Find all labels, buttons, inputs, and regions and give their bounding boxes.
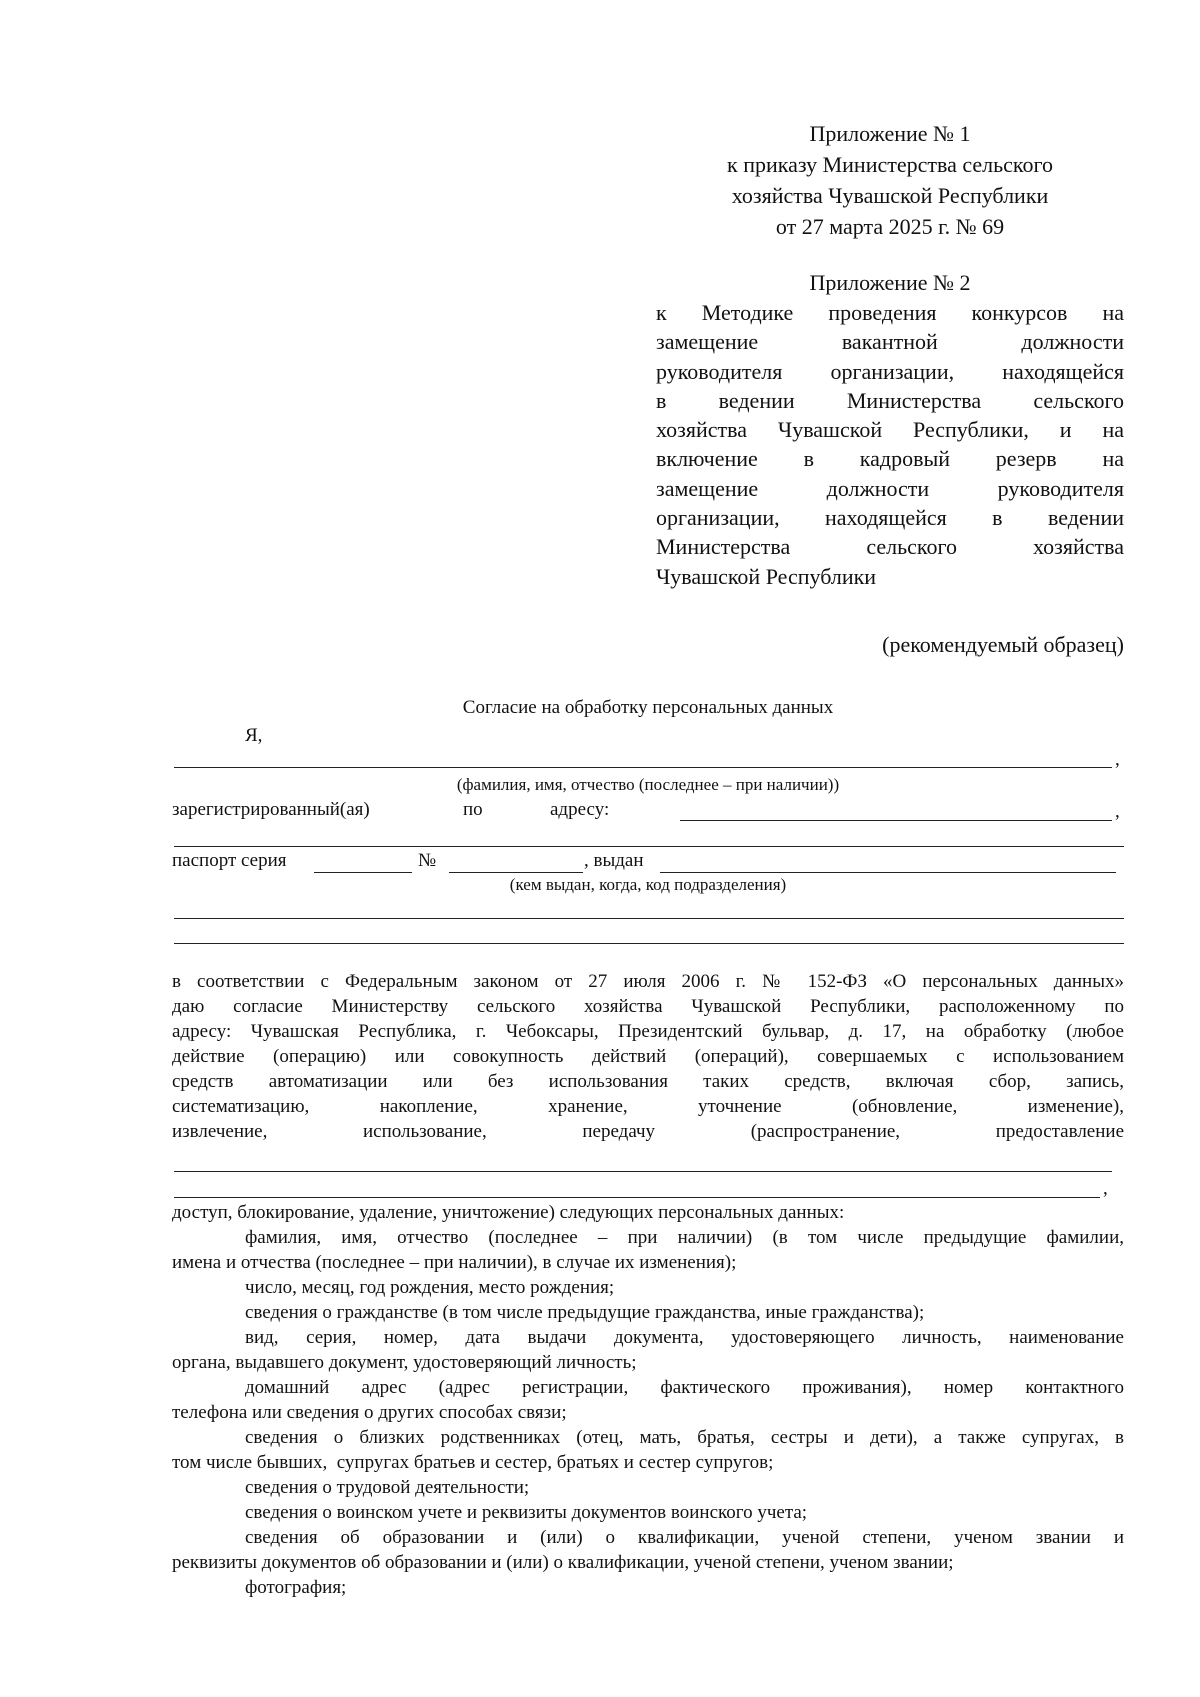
list-item: сведения о гражданстве (в том числе предыдущие гражданства, иные гражданства);	[245, 1302, 925, 1323]
appendix-2-line: к Методике проведения конкурсов на	[656, 300, 1124, 325]
appendix-2-line: Министерства сельского хозяйства	[656, 534, 1124, 560]
appendix-1-line: хозяйства Чувашской Республики	[731, 183, 1049, 208]
address-blank-line[interactable]	[680, 820, 1112, 821]
passport-number-sign: №	[418, 850, 437, 871]
list-item: вид, серия, номер, дата выдачи документа, удостоверяющего личность, наименование	[245, 1327, 1124, 1348]
appendix-2-line-last: Чувашской Республики	[656, 563, 877, 589]
body-line: извлечение, использование, передачу (распространение, предоставление	[172, 1121, 1124, 1142]
body-line: адресу: Чувашская Республика, г. Чебоксары, Президентский бульвар, д. 17, на обработку (любое	[172, 1021, 1124, 1042]
list-item: число, месяц, год рождения, место рождения;	[245, 1277, 615, 1298]
list-item-cont: органа, выдавшего документ, удостоверяющий личность;	[172, 1352, 637, 1373]
list-item: фамилия, имя, отчество (последнее – при наличии) (в том числе предыдущие фамилии,	[245, 1227, 1124, 1248]
passport-series-label: паспорт серия	[172, 850, 287, 871]
registered-label: зарегистрированный(ая)	[172, 799, 370, 820]
passport-series-blank[interactable]	[314, 872, 412, 873]
body-line: в соответствии с Федеральным законом от 27 июля 2006 г. № 152-ФЗ «О персональных данных»	[172, 971, 1124, 992]
i-label: Я,	[245, 725, 263, 746]
comma: ,	[1115, 801, 1120, 822]
form-title: Согласие на обработку персональных данных	[462, 697, 834, 718]
list-item-cont: телефона или сведения о других способах связи;	[172, 1402, 567, 1423]
list-item: сведения о трудовой деятельности;	[245, 1477, 530, 1498]
list-item: сведения о воинском учете и реквизиты документов воинского учета;	[245, 1502, 808, 1523]
issued-blank-line-2[interactable]	[174, 943, 1124, 944]
list-item-cont: имена и отчества (последнее – при наличии), в случае их изменения);	[172, 1252, 737, 1273]
appendix-2-line: замещение должности руководителя	[656, 475, 1124, 501]
list-item: домашний адрес (адрес регистрации, фактического проживания), номер контактного	[245, 1377, 1124, 1398]
passport-issued-label: , выдан	[584, 850, 644, 871]
registered-address-label: адресу:	[550, 799, 610, 820]
list-item-cont: том числе бывших, супругах братьев и сестер, братьях и сестер супругов;	[172, 1452, 774, 1473]
appendix-2-line: организации, находящейся в ведении	[656, 505, 1124, 531]
purpose-blank-line-2[interactable]	[174, 1197, 1100, 1198]
appendix-2-line: замещение вакантной должности	[656, 329, 1124, 355]
body-line: средств автоматизации или без использования таких средств, включая сбор, запись,	[172, 1071, 1124, 1092]
issued-hint: (кем выдан, когда, код подразделения)	[509, 875, 787, 894]
appendix-2-title: Приложение № 2	[809, 270, 971, 295]
body-line: действие (операцию) или совокупность действий (операций), совершаемых с использованием	[172, 1046, 1124, 1067]
body-line: доступ, блокирование, удаление, уничтожение) следующих персональных данных:	[172, 1202, 845, 1223]
appendix-1-block	[650, 118, 1130, 242]
passport-issued-blank[interactable]	[660, 872, 1116, 873]
address-blank-line-2[interactable]	[174, 846, 1124, 847]
comma: ,	[1103, 1178, 1108, 1199]
appendix-2-line: руководителя организации, находящейся	[656, 358, 1124, 384]
appendix-2-line: хозяйства Чувашской Республики, и на	[656, 417, 1124, 443]
purpose-blank-line-1[interactable]	[174, 1171, 1112, 1172]
issued-blank-line-1[interactable]	[174, 918, 1124, 919]
fio-blank-line[interactable]	[174, 767, 1112, 768]
appendix-1-line: от 27 марта 2025 г. № 69	[775, 214, 1005, 239]
appendix-2-text	[656, 298, 1124, 591]
list-item-cont: реквизиты документов об образовании и (или) о квалификации, ученой степени, ученом звании;	[172, 1552, 954, 1573]
appendix-1-title: Приложение № 1	[809, 121, 971, 146]
appendix-2-line: в ведении Министерства сельского	[656, 387, 1124, 413]
list-item: сведения об образовании и (или) о квалификации, ученой степени, ученом звании и	[245, 1527, 1124, 1548]
body-line: даю согласие Министерству сельского хозяйства Чувашской Республики, расположенному по	[172, 996, 1124, 1017]
fio-hint: (фамилия, имя, отчество (последнее – при наличии))	[456, 775, 840, 794]
passport-number-blank[interactable]	[449, 872, 583, 873]
body-line: систематизацию, накопление, хранение, уточнение (обновление, изменение),	[172, 1096, 1124, 1117]
list-item: сведения о близких родственниках (отец, мать, братья, сестры и дети), а также супругах, в	[245, 1427, 1124, 1448]
appendix-2-line: включение в кадровый резерв на	[656, 446, 1124, 472]
registered-po: по	[463, 799, 483, 820]
list-item: фотография;	[245, 1577, 347, 1598]
sample-note: (рекомендуемый образец)	[882, 632, 1124, 657]
appendix-1-line: к приказу Министерства сельского	[727, 152, 1053, 177]
comma: ,	[1115, 749, 1120, 770]
